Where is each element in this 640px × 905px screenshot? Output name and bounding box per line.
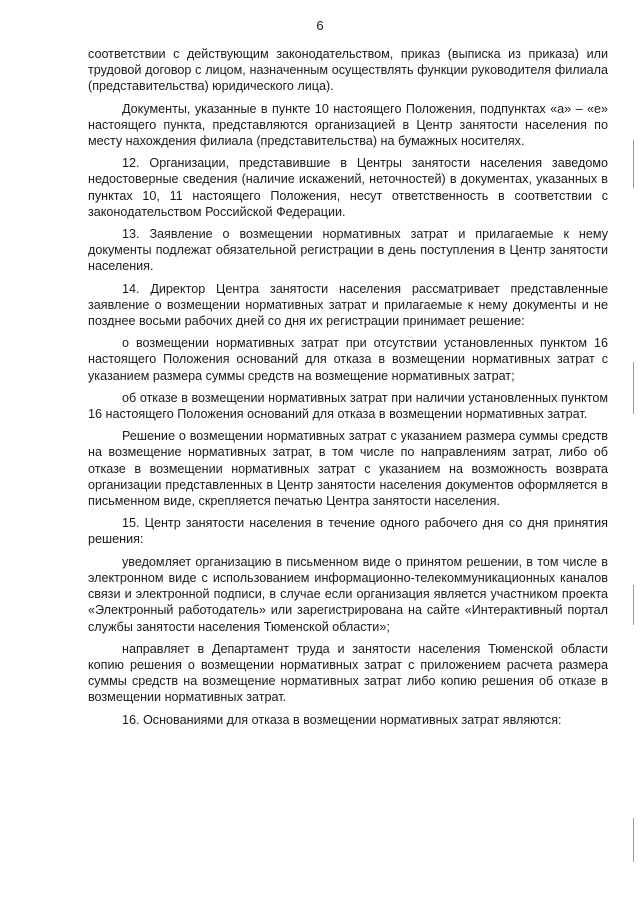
scan-edge-mark <box>633 140 634 188</box>
scan-edge-mark <box>633 362 634 414</box>
paragraph-continuation: соответствии с действующим законодательством, приказ (выписка из приказа) или трудовой договор с лицом, назначенным осуществлять функции руководителя филиала (представительства) юридического лица). <box>88 47 608 94</box>
paragraph-clause-15: 15. Центр занятости населения в течение одного рабочего дня со дня принятия решения: <box>88 516 608 547</box>
paragraph-clause-12: 12. Организации, представившие в Центры занятости населения заведомо недостоверные сведения (наличие искажений, неточностей) в документах, указанных в пунктах 10, 11 настоящего Положения, несут ответственность в соответствии с законодательством Российской Федерации. <box>88 156 608 219</box>
paragraph-notify-organization: уведомляет организацию в письменном виде о принятом решении, в том числе в электронном виде с использованием информационно-телекоммуникационных каналов связи и электронной подписи, в случае если организация является участником проекта «Электронный работодатель» или зарегистрирована на сайте «Интерактивный портал службы занятости населения Тюменской области»; <box>88 554 608 634</box>
paragraph-decision-refuse: об отказе в возмещении нормативных затрат при наличии установленных пунктом 16 настоящего Положения оснований для отказа в возмещении нормативных затрат. <box>88 390 608 422</box>
paragraph-send-to-department: направляет в Департамент труда и занятости населения Тюменской области копию решения о возмещении нормативных затрат с приложением расчета размера суммы средств на возмещение нормативных затрат либо копию решения об отказе в возмещении нормативных затрат. <box>88 641 608 705</box>
paragraph-clause-14: 14. Директор Центра занятости населения рассматривает представленные заявление о возмещении нормативных затрат и прилагаемые к нему документы и не позднее восьми рабочих дней со дня их регистрации принимает решение: <box>88 281 608 329</box>
paragraph-decision-approve: о возмещении нормативных затрат при отсутствии установленных пунктом 16 настоящего Положения оснований для отказа в возмещении нормативных затрат с указанием размера суммы средств на возмещение нормативных затрат; <box>88 336 608 383</box>
paragraph-decision-form: Решение о возмещении нормативных затрат с указанием размера суммы средств на возмещение нормативных затрат, в том числе по направлениям затрат, либо об отказе в возмещении нормативных затрат с указанием на возможность возврата организации представленных в Центр занятости населения документов оформляется в письменном виде, скрепляется печатью Центра занятости населения. <box>88 429 608 509</box>
paragraph-clause-13: 13. Заявление о возмещении нормативных затрат и прилагаемые к нему документы подлежат обязательной регистрации в день поступления в Центр занятости населения. <box>88 227 608 274</box>
paragraph-documents-submission: Документы, указанные в пункте 10 настоящего Положения, подпунктах «а» – «е» настоящего пункта, представляются организацией в Центр занятости населения по месту нахождения филиала (представительства) на бумажных носителях. <box>88 101 608 149</box>
scan-edge-mark <box>633 585 634 625</box>
paragraph-clause-16: 16. Основаниями для отказа в возмещении нормативных затрат являются: <box>122 712 562 727</box>
document-body <box>88 46 608 734</box>
scan-edge-mark <box>633 818 634 862</box>
page-number: 6 <box>316 18 324 33</box>
